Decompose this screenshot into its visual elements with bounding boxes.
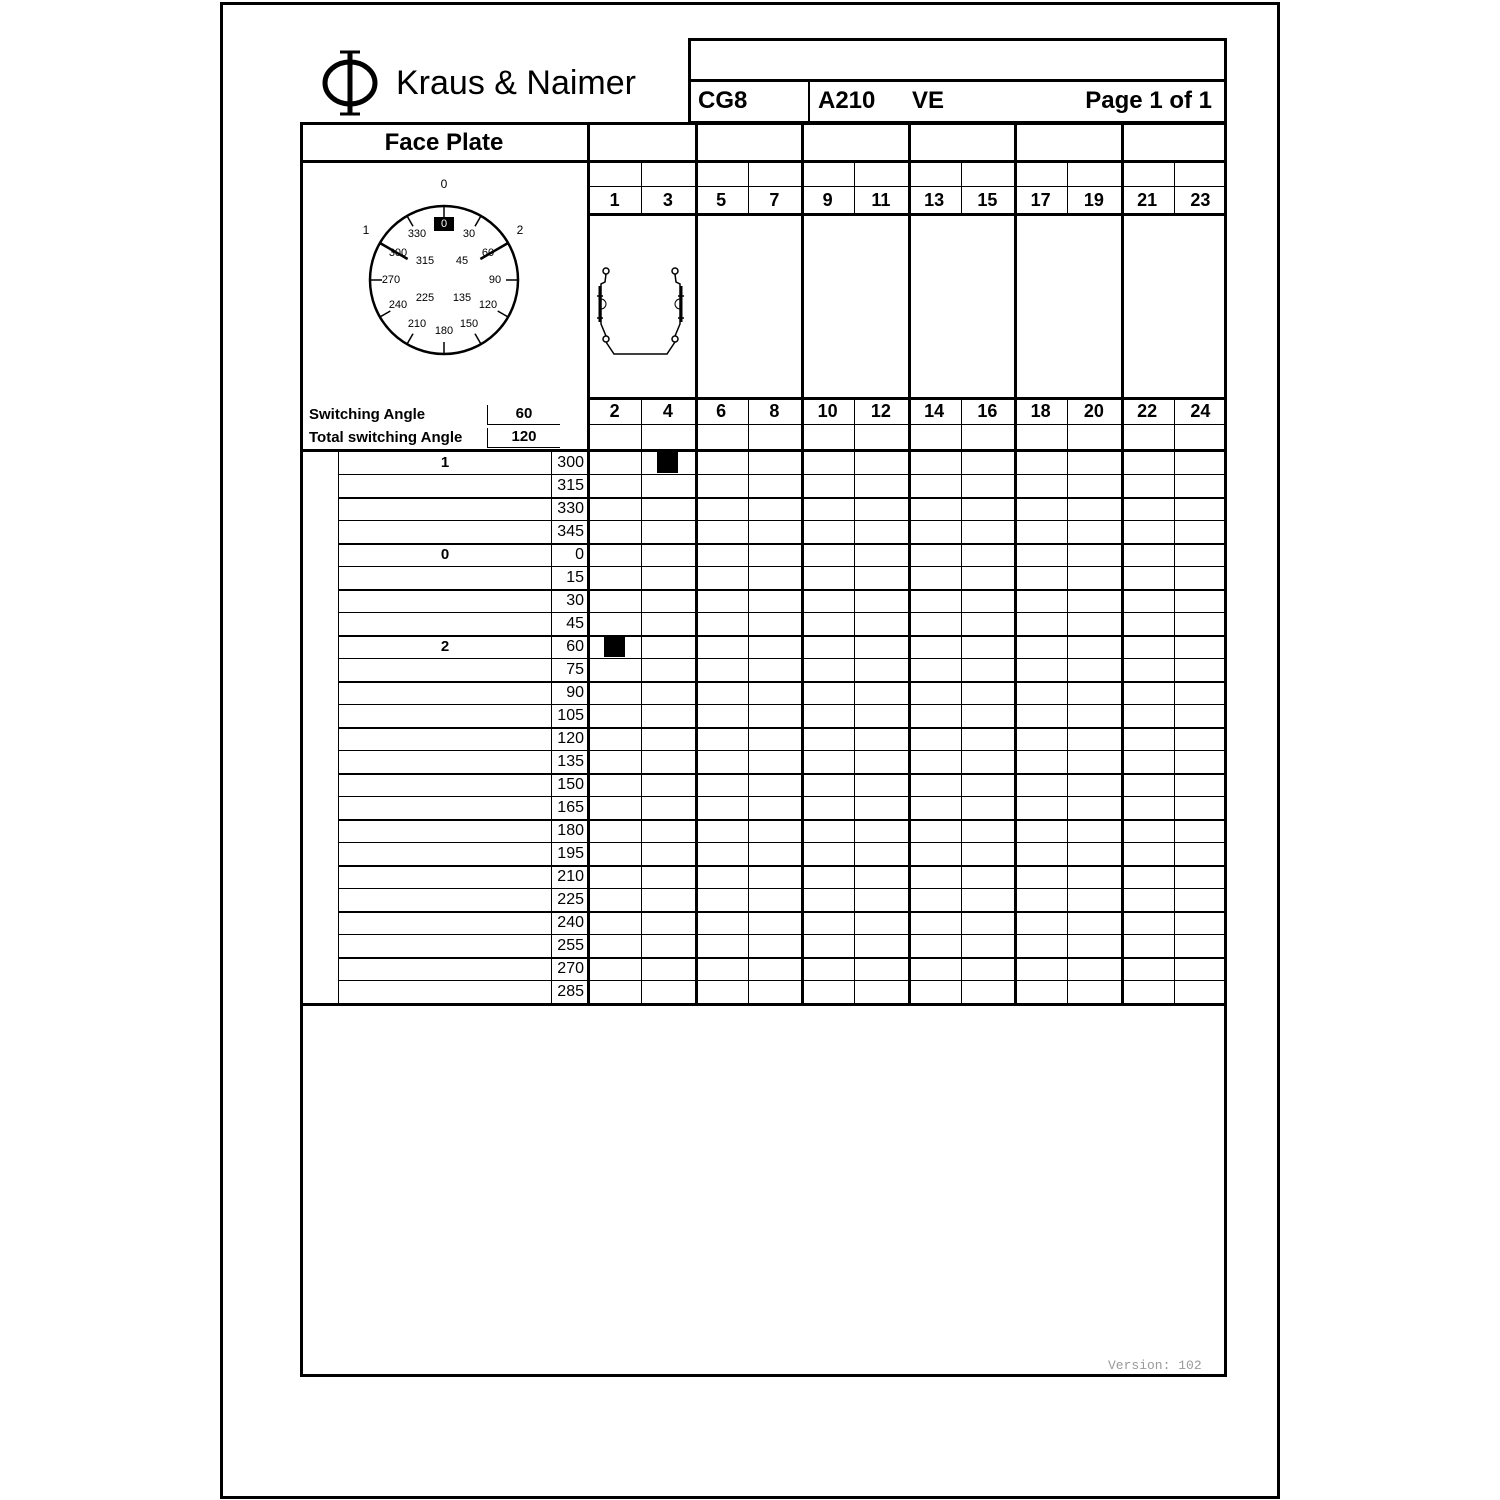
row-angle: 0 [575, 546, 584, 563]
dial-degree-label: 330 [407, 228, 427, 240]
table-row-divider [338, 589, 1227, 591]
terminal-top-number: 1 [609, 190, 620, 210]
header-separator [808, 79, 810, 124]
table-row-divider [338, 704, 1227, 705]
terminal-bottom-number: 24 [1190, 401, 1211, 421]
closed-contact-mark [604, 636, 625, 657]
dial-position-label: 2 [516, 223, 524, 237]
dial-tick [475, 216, 481, 226]
table-row-divider [338, 773, 1227, 775]
column-group-divider [1121, 122, 1124, 1003]
column-group-divider [908, 122, 911, 1003]
terminal-top-number: 17 [1030, 190, 1051, 210]
terminal-top-number: 11 [871, 190, 891, 210]
terminal-bottom-number: 22 [1137, 401, 1158, 421]
row-angle: 120 [557, 730, 584, 747]
row-angle: 105 [557, 707, 584, 724]
header-code1: CG8 [698, 87, 748, 114]
header-divider [688, 79, 1227, 82]
face-plate-divider [587, 122, 590, 1003]
terminal-bottom-number: 20 [1083, 401, 1104, 421]
dial-degree-label: 300 [388, 247, 408, 259]
row-angle: 300 [557, 454, 584, 471]
row-angle: 210 [557, 868, 584, 885]
dial-tick [475, 334, 481, 344]
dial-degree-label: 240 [388, 299, 408, 311]
header-code2: A210 [818, 87, 876, 114]
row-position-label: 0 [440, 546, 450, 563]
row-angle: 180 [557, 822, 584, 839]
table-row-divider [338, 957, 1227, 959]
dial-tick [407, 216, 413, 226]
column-divider [854, 160, 855, 214]
terminal-top-number: 7 [769, 190, 780, 210]
dial-degree-label: 135 [452, 292, 472, 304]
row-position-label: 2 [440, 638, 450, 655]
column-divider [641, 160, 642, 214]
phi-logo-icon [318, 48, 382, 118]
total-switching-angle-label: Total switching Angle [309, 429, 463, 446]
row-angle: 90 [566, 684, 584, 701]
table-row-divider [338, 497, 1227, 499]
dial-degree-label: 270 [381, 274, 401, 286]
closed-contact-mark [657, 452, 678, 473]
column-group-divider [1014, 122, 1017, 1003]
terminal-top-number: 3 [662, 190, 673, 210]
column-group-divider [695, 122, 698, 1003]
column-divider [748, 160, 749, 214]
row-angle: 285 [557, 983, 584, 1000]
terminal-bottom-number: 12 [870, 401, 891, 421]
table-row-divider [338, 842, 1227, 843]
terminal-top-number: 15 [977, 190, 998, 210]
dial-tick [498, 311, 508, 317]
dial-degree-label: 315 [415, 255, 435, 267]
dial-degree-label: 180 [434, 325, 454, 337]
row-angle: 225 [557, 891, 584, 908]
dial-degree-label: 210 [407, 318, 427, 330]
table-row-divider [338, 474, 1227, 475]
table-row-divider [338, 566, 1227, 567]
dial-degree-label: 30 [462, 228, 476, 240]
total-switching-angle-value: 120 [487, 428, 560, 448]
table-bottom-divider [300, 1003, 1227, 1006]
table-row-divider [338, 520, 1227, 521]
row-angle: 45 [566, 615, 584, 632]
brand-name: Kraus & Naimer [396, 64, 636, 102]
dial-position-label: 0 [440, 177, 448, 191]
dial-degree-label: 60 [481, 247, 495, 259]
table-row-divider [338, 635, 1227, 637]
dial-degree-label: 120 [478, 299, 498, 311]
row-angle: 15 [566, 569, 584, 586]
terminal-top-number: 19 [1083, 190, 1104, 210]
row-angle: 30 [566, 592, 584, 609]
row-angle: 135 [557, 753, 584, 770]
table-row-divider [338, 934, 1227, 935]
terminal-top-number: 23 [1190, 190, 1211, 210]
face-plate-title: Face Plate [384, 129, 504, 156]
row-angle: 330 [557, 500, 584, 517]
switching-angle-label: Switching Angle [309, 406, 426, 423]
terminal-bottom-number: 4 [662, 401, 673, 421]
header-code3: VE [912, 87, 945, 114]
row-angle: 75 [566, 661, 584, 678]
row-angle: 195 [557, 845, 584, 862]
dial-degree-label: 45 [455, 255, 469, 267]
table-row-divider [338, 543, 1227, 545]
table-row-divider [338, 819, 1227, 821]
terminal-bottom-number: 10 [817, 401, 838, 421]
table-row-divider [338, 865, 1227, 867]
version-label: Version: 102 [1108, 1358, 1202, 1373]
dial-degree-label: 90 [488, 274, 502, 286]
row-angle: 345 [557, 523, 584, 540]
dial-tick [380, 311, 390, 317]
terminal-top-number: 9 [822, 190, 833, 210]
header-page: Page 1 of 1 [1085, 87, 1212, 114]
table-row-divider [338, 796, 1227, 797]
terminal-bottom-number: 8 [769, 401, 780, 421]
row-angle: 270 [557, 960, 584, 977]
table-row-divider [338, 750, 1227, 751]
dial-degree-label: 150 [459, 318, 479, 330]
face-plate-dial [352, 172, 536, 362]
terminal-bottom-number: 6 [716, 401, 727, 421]
table-row-divider [338, 681, 1227, 683]
terminal-top-number: 13 [924, 190, 945, 210]
table-row-divider [338, 888, 1227, 889]
column-divider [961, 160, 962, 214]
table-row-divider [338, 911, 1227, 913]
row-angle: 315 [557, 477, 584, 494]
table-row-divider [338, 727, 1227, 729]
terminal-bottom-number: 16 [977, 401, 998, 421]
table-row-divider [338, 658, 1227, 659]
row-angle: 165 [557, 799, 584, 816]
column-divider [1067, 160, 1068, 214]
table-row-divider [338, 612, 1227, 613]
terminal-bottom-number: 2 [609, 401, 620, 421]
row-angle: 150 [557, 776, 584, 793]
contact-diagram [592, 262, 692, 360]
dial-degree-label: 225 [415, 292, 435, 304]
row-angle: 60 [566, 638, 584, 655]
switching-angle-value: 60 [487, 405, 560, 425]
row-angle: 240 [557, 914, 584, 931]
dial-position-label: 1 [362, 223, 370, 237]
column-divider [1174, 160, 1175, 214]
table-row-divider [338, 980, 1227, 981]
terminal-bottom-number: 14 [924, 401, 945, 421]
table-top-divider [300, 449, 1227, 452]
row-position-label: 1 [440, 454, 450, 471]
terminal-top-number: 5 [716, 190, 727, 210]
face-plate-title-divider [300, 160, 1227, 163]
terminal-bottom-number: 18 [1030, 401, 1051, 421]
dial-tick [407, 334, 413, 344]
terminal-top-number: 21 [1137, 190, 1158, 210]
row-angle: 255 [557, 937, 584, 954]
dial-degree-label: 0 [440, 218, 448, 230]
column-group-divider [801, 122, 804, 1003]
